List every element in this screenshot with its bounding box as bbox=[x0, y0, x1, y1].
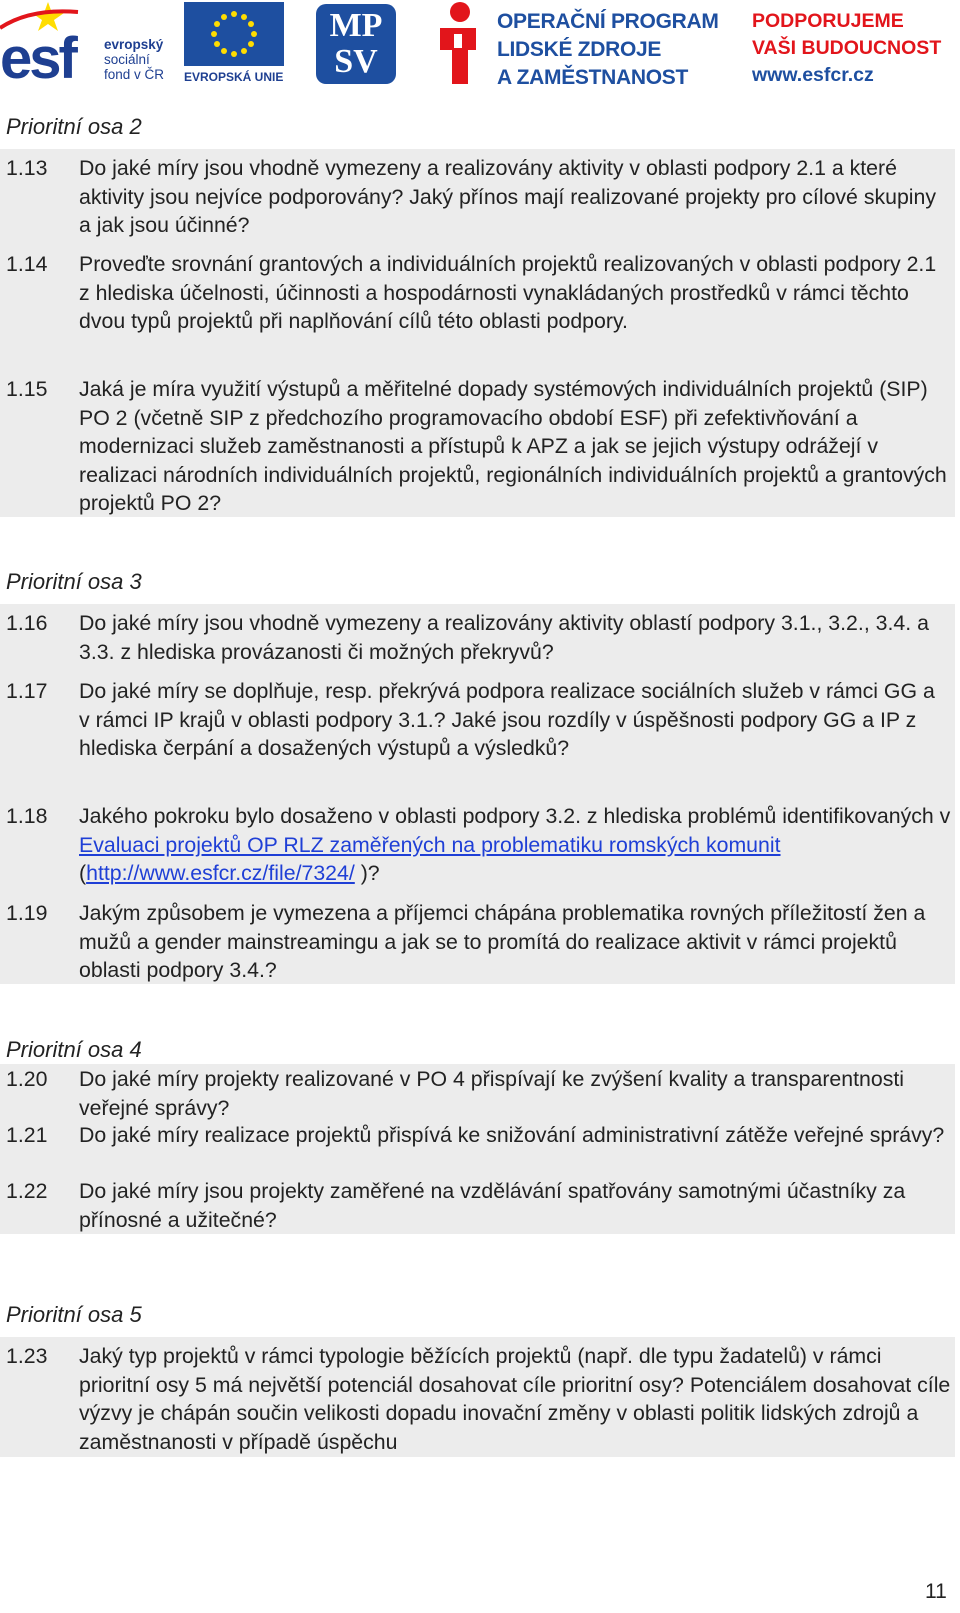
question-block-po4: 1.20 Do jaké míry projekty realizované v PO 4 přispívají ke zvýšení kvality a transparentnosti veřejné správy? 1.21 Do jaké míry realizace projektů přispívá ke snižování administrativní zátěže veřejné správy? 1.22 Do jaké míry jsou projekty zaměřené na vzdělávání spatřovány samotnými účastníky za přínosné a užitečné? bbox=[0, 1064, 955, 1234]
question-block-po5: 1.23 Jaký typ projektů v rámci typologie běžících projektů (např. dle typu žadatelů) v rámci prioritní osy 5 má největší potenciál dosahovat cíle prioritní osy? Potenciálem dosahovat cíle výzvy je chápán součin velikosti dopadu inovační změny v oblasti politik lidských zdrojů a zaměstnanosti v případě úspěchu bbox=[0, 1337, 955, 1457]
esf-caption: evropský sociální fond v ČR bbox=[104, 37, 165, 82]
question-block-po3: 1.16 Do jaké míry jsou vhodně vymezeny a realizovány aktivity oblastí podpory 3.1., 3.2., 3.4. a 3.3. z hlediska provázanosti či možných překryvů? 1.17 Do jaké míry se doplňuje, resp. překrývá podpora realizace sociálních služeb v rámci GG a v rámci IP krajů v oblasti podpory 3.1.? Jaké jsou rozdíly v úspěšnosti podpory GG a IP z hlediska čerpání a dosažených výstupů a výsledků? 1.18 Jakého pokroku bylo dosaženo v oblasti podpory 3.2. z hlediska problémů identifikovaných v Evaluaci projektů OP RLZ zaměřených na problematiku romských komunit (http://www.esfcr.cz/file/7324/ )? 1.19 Jakým způsobem je vymezena a příjemci chápána problematika rovných příležitostí žen a mužů a gender mainstreamingu a jak se to promítá do realizace aktivit v rámci projektů oblasti podpory 3.4.? bbox=[0, 604, 955, 984]
op-program-name: OPERAČNÍ PROGRAM LIDSKÉ ZDROJE A ZAMĚSTNANOST bbox=[497, 10, 719, 89]
page-number: 11 bbox=[925, 1580, 947, 1603]
section-title-po3: Prioritní osa 3 bbox=[6, 569, 142, 594]
mpsv-logo: MP SV bbox=[316, 4, 396, 84]
op-lzz-figure-icon bbox=[430, 0, 486, 90]
section-title-po5: Prioritní osa 5 bbox=[6, 1302, 142, 1327]
section-title-po4: Prioritní osa 4 bbox=[6, 1037, 142, 1062]
esf-logo bbox=[0, 0, 180, 90]
eu-caption: EVROPSKÁ UNIE bbox=[184, 70, 284, 84]
section-title-po2: Prioritní osa 2 bbox=[6, 114, 142, 139]
esfcr-file-link[interactable]: http://www.esfcr.cz/file/7324/ bbox=[86, 861, 355, 885]
eu-flag-icon bbox=[184, 2, 284, 66]
question-block-po2: 1.13 Do jaké míry jsou vhodně vymezeny a realizovány aktivity v oblasti podpory 2.1 a které aktivity jsou nejvíce podporovány? Jaký přínos mají realizované projekty pro cílové skupiny a jak jsou účinné? 1.14 Proveďte srovnání grantových a individuálních projektů realizovaných v oblasti podpory 2.1 z hlediska účelnosti, účinnosti a hospodárnosti vynakládaných prostředků v rámci těchto dvou typů projektů při naplňování cílů této oblasti podpory. 1.15 Jaká je míra využití výstupů a měřitelné dopady systémových individuálních projektů (SIP) PO 2 (včetně SIP z předchozího programovacího období ESF) při zefektivňování a modernizaci služeb zaměstnanosti a přístupů k APZ a jak se jejich výstupy odrážejí v realizaci národních individuálních projektů, regionálních individuálních projektů a grantových projektů PO 2? bbox=[0, 149, 955, 517]
esf-letters: esf bbox=[0, 26, 75, 91]
header-logos bbox=[0, 0, 960, 100]
evaluation-report-link[interactable]: Evaluaci projektů OP RLZ zaměřených na problematiku romských komunit bbox=[79, 832, 781, 857]
slogan: PODPORUJEME VAŠI BUDOUCNOST www.esfcr.cz bbox=[752, 10, 942, 86]
